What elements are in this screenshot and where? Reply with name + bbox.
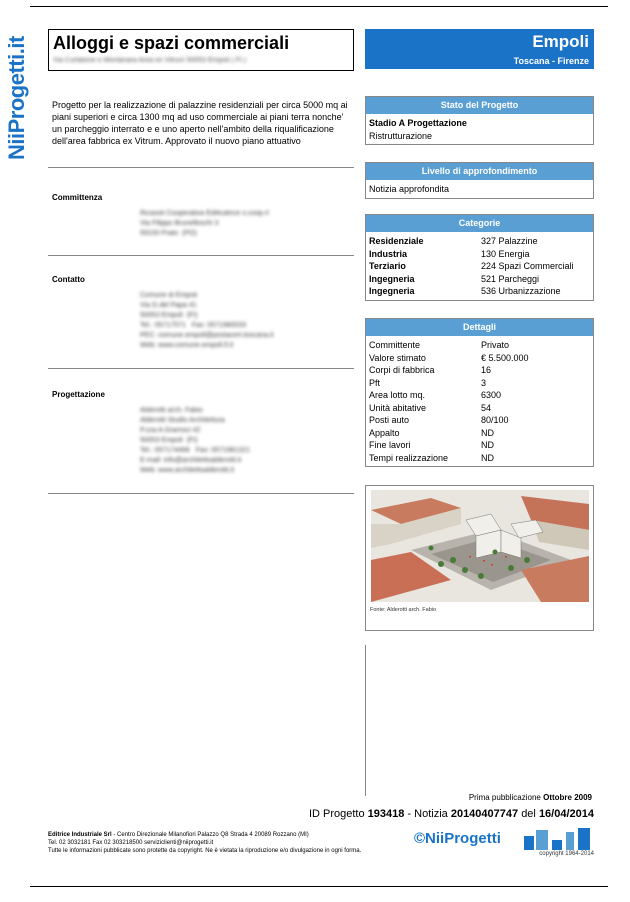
project-image-panel	[365, 485, 594, 631]
stato-status: Ristrutturazione	[369, 130, 433, 141]
categoria-row: Terziario 224 Spazi Commerciali	[369, 261, 574, 271]
location-box	[365, 29, 594, 69]
dettaglio-row: Appalto ND	[369, 427, 494, 438]
logo-graphic-icon	[522, 828, 594, 850]
news-id: 20140407747	[450, 808, 519, 820]
committenza-label: Committenza	[52, 193, 103, 202]
project-description: Progetto per la realizzazione di palazzine residenziali per circa 5000 mq ai piani superiori e circa 1300 mq ad uso commerciale ai piani terra nonche' un parcheggio interrato e e uno aperto nell'ambito della riqualificazione dell'area fabbrica ex Vitrum. Approvato il nuovo piano attuativo	[52, 100, 348, 146]
project-id-line: ID Progetto 193418 - Notizia 20140407747 del 16/04/2014	[308, 808, 594, 820]
footer-info: Editrice Industriale Srl - Centro Direzionale Milanofiori Palazzo Q8 Strada 4 20089 Rozzano (MI) Tel. 02 3032181 Fax 02 303218500 serviziclienti@niiprogetti.it Tutte le informazioni pubblicate sono protette da copyright. Ne è vietata la riproduzione e/o divulgazione in ogni forma.	[48, 831, 378, 855]
divider	[48, 368, 354, 369]
dettaglio-row: Corpi di fabbrica 16	[369, 365, 492, 375]
divider	[48, 255, 354, 256]
copyright-notice: Tutte le informazioni pubblicate sono protette da copyright. Ne è vietata la riproduzione e/o divulgazione in ogni forma.	[48, 848, 362, 854]
stato-header: Stato del Progetto	[366, 97, 593, 114]
livello-panel	[365, 162, 594, 199]
categoria-row: Industria 130 Energia	[369, 248, 530, 259]
top-rule	[30, 6, 608, 7]
dettagli-panel	[365, 318, 594, 467]
page-title: Alloggi e spazi commerciali	[53, 33, 290, 53]
contatto-details: Comune di Empoli Via G.del Papa 41 50053 Empoli (FI) Tel.: 05717571 Fax: 0571980033 PEC: comune.empoli@postacert.toscana.it Web: www.comune.empoli.fi.it	[140, 292, 274, 349]
dettagli-header: Dettagli	[366, 319, 593, 336]
stato-stage: Stadio A Progettazione	[369, 118, 467, 128]
title-box	[48, 29, 354, 71]
vertical-divider	[365, 645, 366, 796]
committenza-details: Ricasoli Cooperativa Edificatrice s.coop.rl Via Filippo Brunelleschi 3 59100 Prato (PO)	[140, 210, 269, 237]
progettazione-label: Progettazione	[52, 390, 105, 399]
livello-header: Livello di approfondimento	[366, 163, 593, 180]
dettaglio-row: Valore stimato € 5.500.000	[369, 352, 529, 363]
livello-value: Notizia approfondita	[369, 184, 450, 194]
dettaglio-row: Unità abitative 54	[369, 402, 492, 413]
contatto-label: Contatto	[52, 275, 85, 284]
dettaglio-row: Tempi realizzazione ND	[369, 452, 494, 463]
divider	[48, 167, 354, 168]
progettazione-details: Alderotti arch. Fabio Alderotti Studio Architettura P.zza A.Gramsci 42 50053 Empoli (FI) Tel.: 057174466 Fax: 0571981321 E-mail: info@architettoalderotti.it Web: www.architettoalderotti.it	[140, 407, 251, 474]
region-name: Toscana - Firenze	[513, 56, 589, 66]
publication-date: Prima pubblicazione Ottobre 2009	[468, 793, 592, 802]
city-name: Empoli	[532, 32, 589, 51]
categoria-row: Ingegneria 536 Urbanizzazione	[369, 286, 561, 296]
niiprogetti-footer-logo: ©NiiProgetti copyright 1964-2014	[414, 830, 594, 857]
image-caption: Fonte: Alderotti arch. Fabio	[370, 607, 437, 613]
company-name: Editrice Industriale Srl	[48, 832, 112, 838]
categorie-panel	[365, 214, 594, 301]
dettaglio-row: Pft 3	[369, 377, 487, 388]
categoria-row: Ingegneria 521 Parcheggi	[369, 273, 540, 284]
project-rendering-image	[371, 490, 589, 602]
project-address: Via Curtatone e Montanara Area ex Vitrum 50053 Empoli ( FI )	[53, 57, 247, 64]
bottom-rule	[30, 886, 608, 887]
news-date: 16/04/2014	[538, 808, 594, 820]
stato-panel	[365, 96, 594, 145]
categorie-header: Categorie	[366, 215, 593, 232]
dettaglio-row: Fine lavori ND	[369, 440, 494, 450]
project-id: 193418	[367, 808, 405, 820]
niiprogetti-vertical-logo: NiiProgetti.it	[4, 36, 29, 160]
footer-contacts: Tel. 02 3032181 Fax 02 303218500 serviziclienti@niiprogetti.it	[48, 840, 214, 846]
dettaglio-row: Area lotto mq. 6300	[369, 390, 502, 400]
categoria-row: Residenziale 327 Palazzine	[369, 236, 538, 246]
dettaglio-row: Committente Privato	[369, 340, 510, 350]
divider	[48, 493, 354, 494]
dettaglio-row: Posti auto 80/100	[369, 415, 509, 425]
